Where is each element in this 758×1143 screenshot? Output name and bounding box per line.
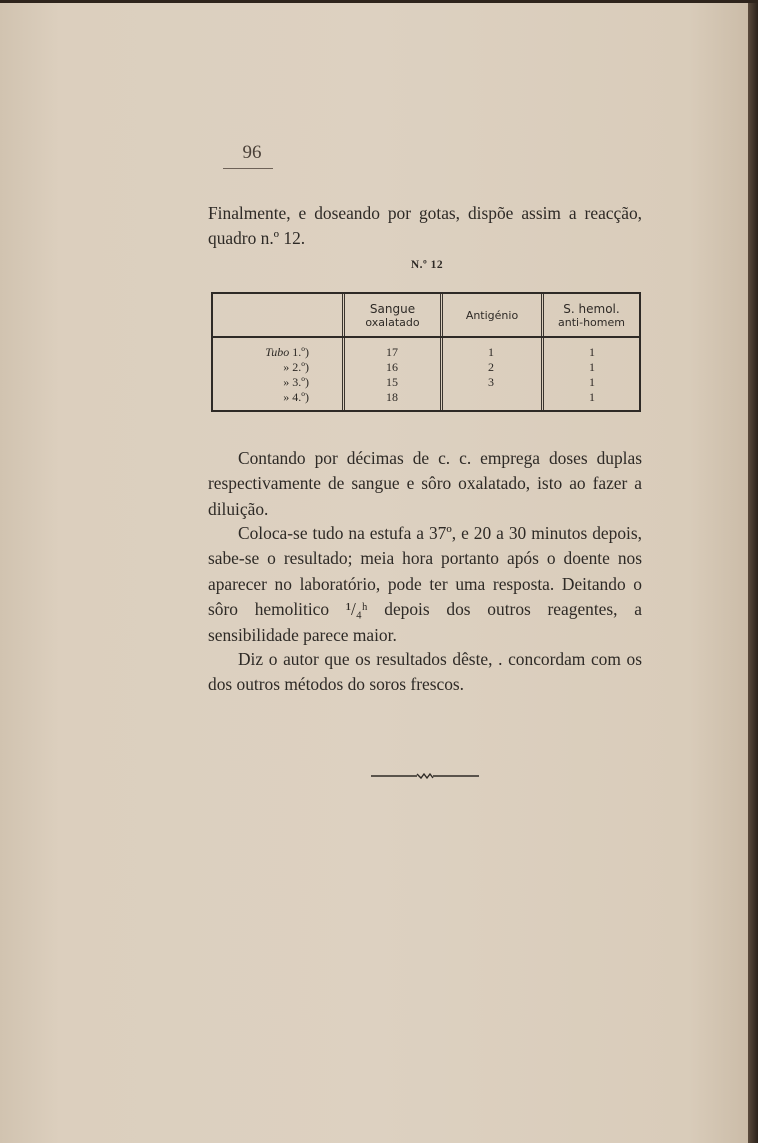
cell-sangue: 16 xyxy=(386,360,398,374)
page-top-edge xyxy=(0,0,758,3)
cell-sangue: 18 xyxy=(386,390,398,404)
row-label xyxy=(213,390,309,405)
book-spine-edge xyxy=(748,0,758,1143)
paragraph-text: depois dos outros reagentes, a sensibilidade parece maior. xyxy=(208,599,642,645)
cell-hemol: 1 xyxy=(589,360,595,374)
row-label xyxy=(213,345,309,360)
cell-hemol: 1 xyxy=(589,345,595,359)
header-antigenio xyxy=(443,298,541,334)
table-row xyxy=(213,345,639,360)
table-title: N.º 12 xyxy=(410,259,444,271)
cell-antigenio: 2 xyxy=(488,360,494,374)
row-prefix: Tubo xyxy=(265,345,290,359)
page-number-rule xyxy=(223,168,273,169)
row-label xyxy=(213,375,309,390)
paragraph-dosage: Contando por décimas de c. c. emprega doses duplas respectivamente de sangue e sôro oxalatado, isto ao fazer a diluição. xyxy=(208,448,642,519)
page-number: 96 xyxy=(242,142,262,163)
header-text: oxalatado xyxy=(365,316,420,329)
row-prefix: » xyxy=(283,390,290,404)
cell-antigenio: 1 xyxy=(488,345,494,359)
table-row xyxy=(213,375,639,390)
row-number: 1.º) xyxy=(292,345,309,359)
cell-sangue: 17 xyxy=(386,345,398,359)
header-text: Sangue xyxy=(369,302,416,316)
reaction-table xyxy=(211,292,641,412)
row-prefix: » xyxy=(283,375,290,389)
cell-hemol: 1 xyxy=(589,375,595,389)
table-header-rule xyxy=(213,336,639,338)
header-s-hemol xyxy=(544,298,639,334)
end-ornament-rule xyxy=(371,772,479,780)
header-text: Antigénio xyxy=(465,309,519,322)
table-row xyxy=(213,360,639,375)
cell-antigenio: 3 xyxy=(488,375,494,389)
row-label xyxy=(213,360,309,375)
paragraph-intro: Finalmente, e doseando por gotas, dispõe assim a reacção, quadro n.º 12. xyxy=(208,203,642,249)
fraction-quarter-hour: ¹/₄ʰ xyxy=(345,599,368,620)
paragraph-conclusion: Diz o autor que os resultados dêste, . concordam com os dos outros métodos do soros frescos. xyxy=(208,649,642,695)
paragraph-text: Coloca-se tudo na estufa a 37º, e 20 a 30 minutos depois, sabe-se o resultado; meia hora portanto após o doente nos aparecer no laboratório, pode ter uma resposta. Deitando o sôro hemolitico xyxy=(208,523,642,620)
row-number: 3.º) xyxy=(292,375,309,389)
header-sangue-oxalatado xyxy=(345,298,440,334)
header-text: anti-homem xyxy=(558,316,625,329)
paragraph-procedure xyxy=(208,521,642,648)
header-text: S. hemol. xyxy=(563,302,620,316)
cell-sangue: 15 xyxy=(386,375,398,389)
table-row xyxy=(213,390,639,405)
row-number: 2.º) xyxy=(292,360,309,374)
row-number: 4.º) xyxy=(292,390,309,404)
cell-hemol: 1 xyxy=(589,390,595,404)
row-prefix: » xyxy=(283,360,290,374)
